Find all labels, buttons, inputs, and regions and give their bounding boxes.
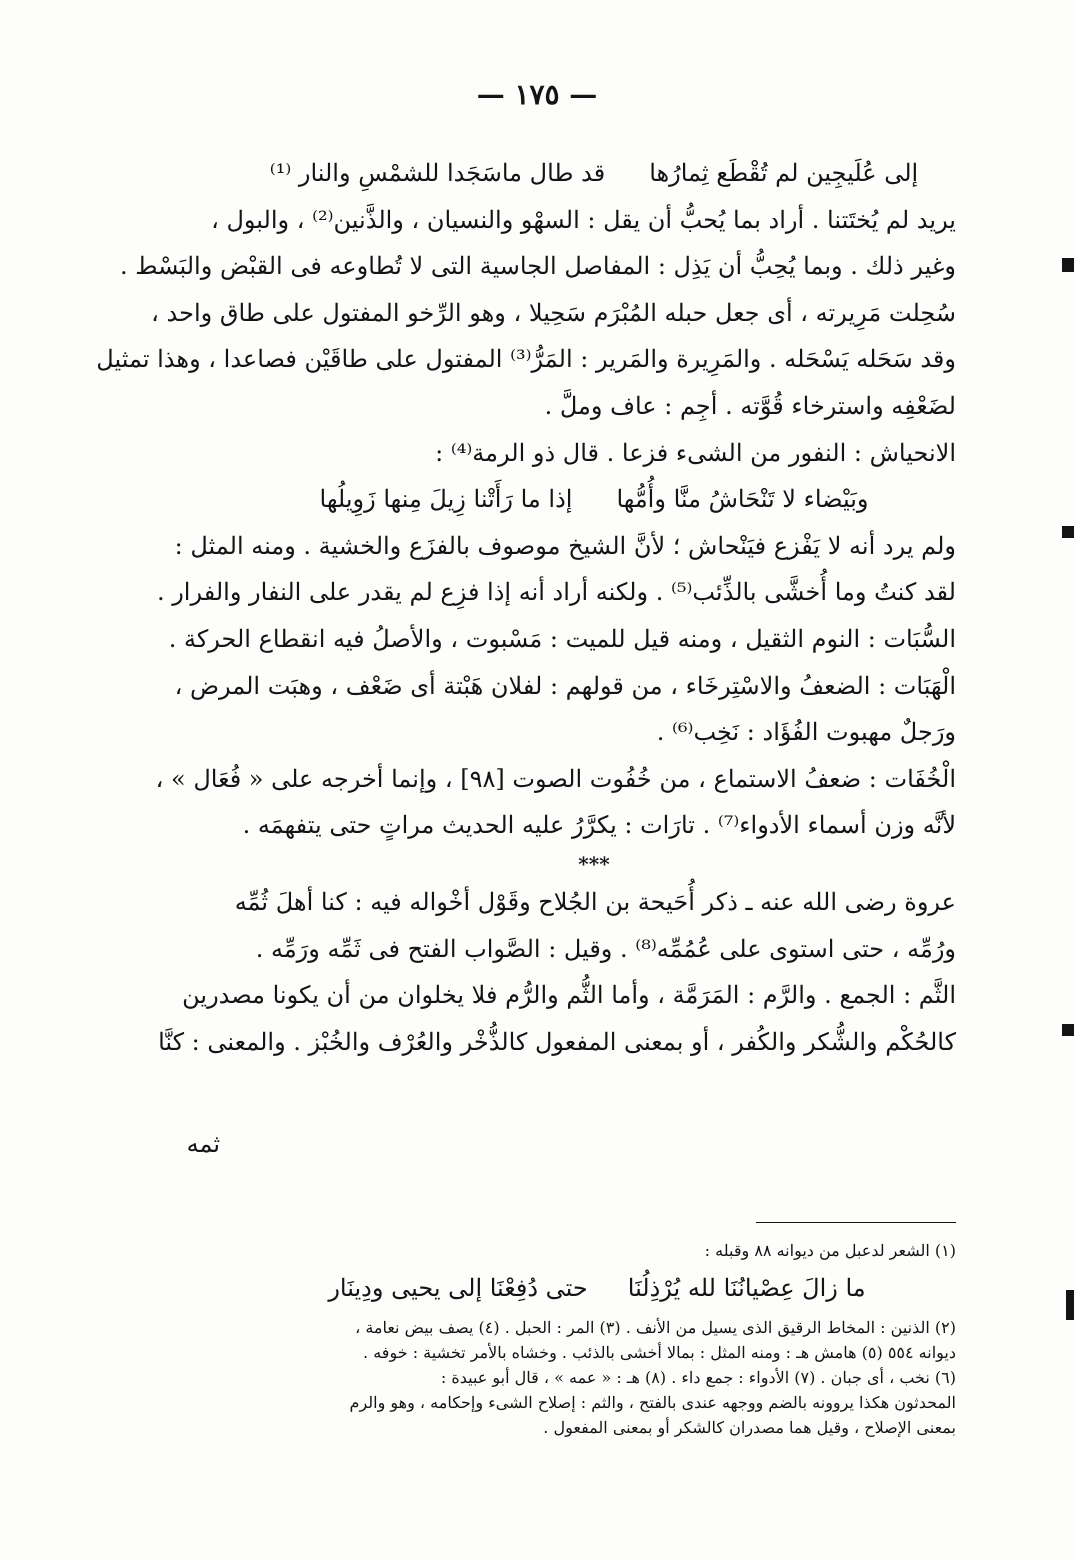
verse-2-hemistich-left: إذا ما رَأَتْنا زِيلَ مِنها زَوِيلُها [319,485,573,514]
verse-1-hemistich-left: قد طال ماسَجَدا للشمْسِ والنار ⁽¹⁾ [269,159,606,187]
text-line: سُحِلت مَرِيرته ، أى جعل حبله المُبْرَم سَحِيلا ، وهو الرِّخو المفتول على طاق واحد ، [151,298,956,327]
footnotes [238,1238,956,1440]
text-line: الْخُفَات : ضعفُ الاستماع ، من خُفُوت الصوت [٩٨] ، وإنما أخرجه على « فُعَال » ، [155,764,956,793]
footnote-line: (٢) الذنين : المخاط الرقيق الذى يسيل من الأنف . (٣) المر : الحبل . (٤) يصف بيض نعامة ، [355,1318,956,1337]
verse-2-hemistich-right: وبَيْضاء لا تَنْحَاشُ منَّا وأُمُّها [616,485,869,514]
text-line: الْهَبَات : الضعفُ والاسْتِرخَاء ، من قولهم : لفلان هَبْتة أى ضَعْف ، وهبَت المرض ، [174,671,956,700]
footnote-line: بمعنى الإصلاح ، وقيل هما مصدران كالشكر أو بمعنى المفعول . [543,1418,956,1437]
text-line: ولم يرد أنه لا يَفْزع فيَنْحاش ؛ لأنَّ الشيخ موصوف بالفزَع والخشية . ومنه المثل : [174,531,956,560]
text-line: ورَجلٌ مهبوت الفُؤَاد : نَخِب⁽⁶⁾ . [656,718,956,747]
scan-edge-mark [1062,258,1074,272]
main-text [96,150,956,1065]
page-number: — ١٧٥ — [476,78,598,111]
text-line: كالحُكْم والشُّكر والكُفر ، أو بمعنى المفعول كالذُّخْر والعُرْف والخُبْز . والمعنى : كنَّا [158,1027,956,1056]
section-separator: *** [578,851,610,876]
scan-edge-mark [1062,1024,1074,1036]
scan-edge-mark [1062,526,1074,538]
footnote-line: (٦) نخب ، أى جبان . (٧) الأدواء : جمع داء . (٨) هـ : « عمه » ، قال أبو عبيدة : [440,1368,956,1387]
text-line: يريد لم يُختَتنا . أراد بما يُحبُّ أن يقل : السهْو والنسيان ، والذَّنين⁽²⁾ ، والبول ، [211,205,956,234]
footnote-verse [238,1265,956,1311]
verse-2 [232,476,956,523]
text-line: الانحياش : النفور من الشىء فزعا . قال ذو الرمة⁽⁴⁾ : [435,438,956,467]
text-line: الثَّم : الجمع . والرَّم : المَرَمَّة ، وأما الثُّم والرُّم فلا يخلوان من أن يكونا مصدرين [182,981,956,1010]
footnote-line: ديوانه ٥٥٤ (٥) هامش هـ : ومنه المثل : بمالا أخشى بالذئب . وخشاه بالأمر تخشية : خوفه . [363,1343,956,1362]
text-line: لأنَّه وزن أسماء الأدواء⁽⁷⁾ . تارَات : يكرَّرُ عليه الحديث مراتٍ حتى يتفهمَه . [242,811,956,840]
text-line: ورُمِّه ، حتى استوى على عُمُمِّه⁽⁸⁾ . وقيل : الصَّواب الفتح فى ثَمِّه ورَمِّه . [255,934,956,963]
text-line: وغير ذلك . وبما يُحِبُّ أن يَذِل : المفاصل الجاسية التى لا تُطاوعه فى القبْض والبَسْط . [120,252,956,281]
footnote-rule [756,1222,956,1223]
text-line: لضَعْفِه واسترخاء قُوَّته . أجِم : عاف وملَّ . [544,391,956,420]
text-line: وقد سَحَله يَسْحَله . والمَرِيرة والمَرير : المَرُّ⁽³⁾ المفتول على طاقَيْن فصاعدا ، وهذا تمثيل [96,345,956,374]
text-line: لقد كنتُ وما أُخشَّى بالذِّئب⁽⁵⁾ . ولكنه أراد أنه إذا فزِع لم يقدر على النفار والفرار . [156,578,956,607]
verse-1 [232,150,956,197]
footnote-line: المحدثون هكذا يروونه بالضم ووجهه عندى بالفتح ، والثم : إصلاح الشىء وإحكامه ، وهو والرم [349,1393,956,1412]
text-line: السُّبَات : النوم الثقيل ، ومنه قيل للميت : مَسْبوت ، والأصلُ فيه انقطاع الحركة . [168,624,956,653]
margin-keyword: ثمه [186,1130,220,1158]
scan-edge-mark [1066,1290,1074,1320]
text-line: عروة رضى الله عنه ـ ذكر أُحَيحة بن الجُلاح وقَوْل أخْواله فيه : كنا أهلَ ثُمِّه [234,887,956,916]
footnote-verse-left: حتى دُفِعْنَا إلى يحيى ودِينَار [328,1274,588,1302]
verse-1-hemistich-right: إلى عُلَيجِين لم تُقْطَع ثِمارُها [649,159,919,187]
footnote-1: (١) الشعر لدعبل من ديوانه ٨٨ وقبله : [704,1241,956,1260]
footnote-verse-right: ما زالَ عِصْيانُنَا لله يُرْذِلُنَا [627,1274,866,1302]
